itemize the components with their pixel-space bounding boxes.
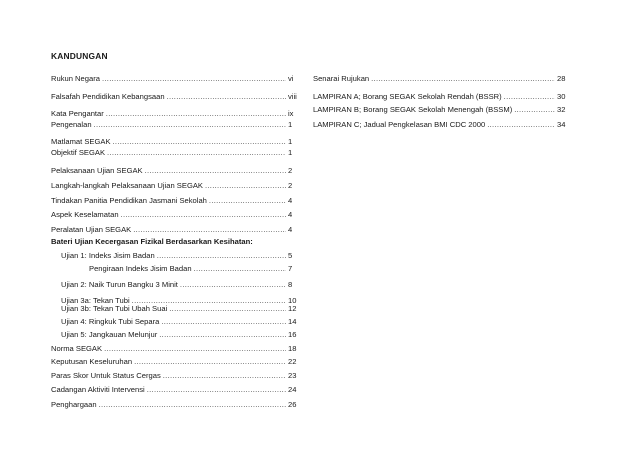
toc-entry-title: Ujian 3a: Tekan Tubi — [61, 296, 130, 305]
toc-page-number: 30 — [557, 92, 566, 101]
toc-page-number: 22 — [288, 357, 297, 366]
toc-entry-title: Penghargaan — [51, 400, 97, 409]
toc-entry[interactable] — [61, 251, 299, 262]
toc-dot-leader — [104, 344, 286, 353]
toc-entry[interactable] — [313, 105, 571, 116]
toc-entry-title: Cadangan Aktiviti Intervensi — [51, 385, 145, 394]
toc-entry[interactable] — [61, 317, 299, 328]
toc-entry[interactable] — [51, 74, 299, 85]
toc-section-heading: Bateri Ujian Kecergasan Fizikal Berdasarkan Kesihatan: — [51, 237, 253, 246]
toc-entry-title: Rukun Negara — [51, 74, 100, 83]
toc-page-number: 24 — [288, 385, 297, 394]
toc-dot-leader — [107, 148, 286, 157]
toc-entry-title: LAMPIRAN C; Jadual Pengkelasan BMI CDC 2000 — [313, 120, 486, 129]
toc-page-number: 2 — [288, 166, 293, 175]
toc-entry-title: Norma SEGAK — [51, 344, 103, 353]
toc-dot-leader — [161, 317, 286, 326]
toc-entry[interactable] — [313, 120, 571, 131]
toc-entry-title: LAMPIRAN A; Borang SEGAK Sekolah Rendah (BSSR) — [313, 92, 502, 101]
toc-dot-leader — [209, 196, 286, 205]
toc-page-number: 1 — [288, 120, 293, 129]
toc-entry-title: Matlamat SEGAK — [51, 137, 111, 146]
toc-entry-title: Ujian 4: Ringkuk Tubi Separa — [61, 317, 160, 326]
toc-page-number: 23 — [288, 371, 297, 380]
toc-entry[interactable] — [313, 74, 571, 85]
toc-entry[interactable] — [51, 371, 299, 382]
toc-entry-title: Ujian 3b: Tekan Tubi Ubah Suai — [61, 304, 168, 313]
toc-page-number: 4 — [288, 210, 293, 219]
toc-entry[interactable] — [89, 264, 299, 275]
toc-entry-title: Objektif SEGAK — [51, 148, 106, 157]
toc-dot-leader — [134, 357, 286, 366]
toc-dot-leader — [180, 280, 286, 289]
toc-dot-leader — [102, 74, 286, 83]
toc-dot-leader — [99, 400, 286, 409]
toc-entry[interactable] — [51, 210, 299, 221]
toc-page-number: 4 — [288, 225, 293, 234]
toc-page-number: 2 — [288, 181, 293, 190]
toc-dot-leader — [194, 264, 286, 273]
toc-page-number: 28 — [557, 74, 566, 83]
toc-dot-leader — [163, 371, 286, 380]
toc-page-number: 12 — [288, 304, 297, 313]
toc-entry[interactable] — [51, 137, 299, 148]
toc-dot-leader — [94, 120, 286, 129]
toc-page-number: 7 — [288, 264, 293, 273]
toc-dot-leader — [205, 181, 286, 190]
toc-dot-leader — [113, 137, 286, 146]
toc-entry-title: Ujian 2: Naik Turun Bangku 3 Minit — [61, 280, 178, 289]
toc-entry-title: Keputusan Keseluruhan — [51, 357, 133, 366]
toc-page-number: 16 — [288, 330, 297, 339]
toc-entry-title: Ujian 1: Indeks Jisim Badan — [61, 251, 155, 260]
toc-dot-leader — [159, 330, 286, 339]
toc-dot-leader — [167, 92, 286, 101]
toc-dot-leader — [371, 74, 555, 83]
toc-dot-leader — [145, 166, 286, 175]
toc-entry-title: Paras Skor Untuk Status Cergas — [51, 371, 161, 380]
toc-page-number: 8 — [288, 280, 293, 289]
toc-page-number: 5 — [288, 251, 293, 260]
toc-entry-title: Pengenalan — [51, 120, 92, 129]
toc-entry[interactable] — [51, 166, 299, 177]
toc-entry[interactable] — [51, 400, 299, 411]
toc-entry-title: Falsafah Pendidikan Kebangsaan — [51, 92, 165, 101]
toc-entry-title: Ujian 5: Jangkauan Melunjur — [61, 330, 158, 339]
toc-entry[interactable] — [51, 92, 299, 103]
toc-page-number: 1 — [288, 137, 293, 146]
toc-dot-leader — [106, 109, 286, 118]
toc-entry-title: LAMPIRAN B; Borang SEGAK Sekolah Menengah (BSSM) — [313, 105, 513, 114]
toc-entry[interactable] — [61, 280, 299, 291]
toc-page-number: vi — [288, 74, 294, 83]
toc-dot-leader — [487, 120, 555, 129]
toc-dot-leader — [169, 304, 286, 313]
toc-entry[interactable] — [313, 92, 571, 103]
toc-page-number: viii — [288, 92, 297, 101]
toc-dot-leader — [157, 251, 286, 260]
toc-entry[interactable] — [51, 225, 299, 236]
toc-entry-title: Pelaksanaan Ujian SEGAK — [51, 166, 143, 175]
toc-entry[interactable] — [51, 344, 299, 355]
toc-entry-title: Peralatan Ujian SEGAK — [51, 225, 132, 234]
toc-dot-leader — [147, 385, 286, 394]
toc-page-number: 4 — [288, 196, 293, 205]
toc-page-number: 32 — [557, 105, 566, 114]
toc-dot-leader — [133, 225, 286, 234]
toc-page-number: 14 — [288, 317, 297, 326]
toc-entry[interactable] — [51, 109, 299, 120]
toc-entry-title: Langkah-langkah Pelaksanaan Ujian SEGAK — [51, 181, 203, 190]
toc-entry-title: Senarai Rujukan — [313, 74, 370, 83]
toc-dot-leader — [504, 92, 555, 101]
toc-entry[interactable] — [51, 181, 299, 192]
toc-entry[interactable] — [51, 148, 299, 159]
page-title: KANDUNGAN — [51, 51, 108, 61]
toc-page-number: 1 — [288, 148, 293, 157]
toc-page-number: 26 — [288, 400, 297, 409]
toc-page-number: 18 — [288, 344, 297, 353]
toc-entry-title: Pengiraan Indeks Jisim Badan — [89, 264, 192, 273]
toc-page-number: 10 — [288, 296, 297, 305]
toc-entry-title: Kata Pengantar — [51, 109, 104, 118]
toc-dot-leader — [514, 105, 555, 114]
toc-entry-title: Tindakan Panitia Pendidikan Jasmani Sekolah — [51, 196, 207, 205]
toc-page-number: ix — [288, 109, 294, 118]
toc-page-number: 34 — [557, 120, 566, 129]
toc-dot-leader — [121, 210, 286, 219]
toc-entry-title: Aspek Keselamatan — [51, 210, 119, 219]
toc-entry[interactable] — [51, 357, 299, 368]
toc-entry[interactable] — [61, 330, 299, 341]
toc-entry[interactable] — [61, 304, 299, 315]
toc-entry[interactable] — [51, 196, 299, 207]
toc-entry[interactable] — [51, 385, 299, 396]
toc-entry[interactable] — [51, 120, 299, 131]
